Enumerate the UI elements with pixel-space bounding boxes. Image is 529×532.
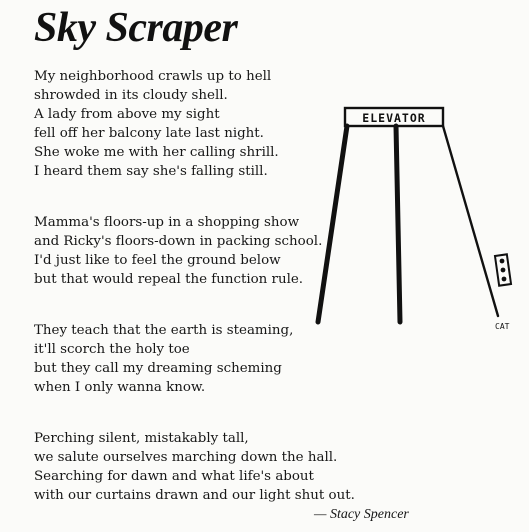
poem-line: fell off her balcony late last night. (34, 126, 264, 141)
poem-line: shrowded in its cloudy shell. (34, 88, 228, 103)
poem-line: we salute ourselves marching down the hall. (34, 450, 338, 465)
poem-line: I heard them say she's falling still. (34, 164, 268, 179)
traffic-light-lamp (501, 268, 506, 273)
traffic-light-lamp (502, 277, 507, 282)
poem-author: — Stacy Spencer (314, 507, 409, 522)
poem-line: but that would repeal the function rule. (34, 272, 304, 287)
poem-line: Perching silent, mistakably tall, (34, 431, 249, 446)
poem-line: it'll scorch the holy toe (34, 342, 190, 357)
poem-line: A lady from above my sight (34, 107, 220, 122)
traffic-light-lamp (500, 259, 505, 264)
poem-title: Sky Scraper (34, 5, 238, 51)
poem-line: Mamma's floors-up in a shopping show (34, 215, 300, 230)
poem-line: but they call my dreaming scheming (34, 361, 282, 376)
stanza-2 (34, 213, 322, 289)
poem-line: and Ricky's floors-down in packing school. (34, 234, 323, 249)
poem-line: She woke me with her calling shrill. (34, 145, 279, 160)
stanza-3 (34, 321, 293, 397)
elevator-sign-text: ELEVATOR (362, 111, 426, 125)
stanza-4 (34, 429, 355, 505)
poem-line: My neighborhood crawls up to hell (34, 69, 272, 84)
elevator-illustration (300, 100, 529, 340)
poem-line: I'd just like to feel the ground below (34, 253, 281, 268)
poem-line: when I only wanna know. (34, 380, 206, 395)
elevator-shaft-center (396, 126, 400, 322)
poem-line: with our curtains drawn and our light shut out. (34, 488, 355, 503)
artist-signature: CAT (495, 322, 510, 331)
elevator-shaft-right (443, 126, 498, 316)
poem-line: They teach that the earth is steaming, (34, 323, 294, 338)
stanza-1 (34, 67, 279, 181)
elevator-shaft-left (318, 126, 347, 322)
poem-line: Searching for dawn and what life's about (34, 469, 314, 484)
